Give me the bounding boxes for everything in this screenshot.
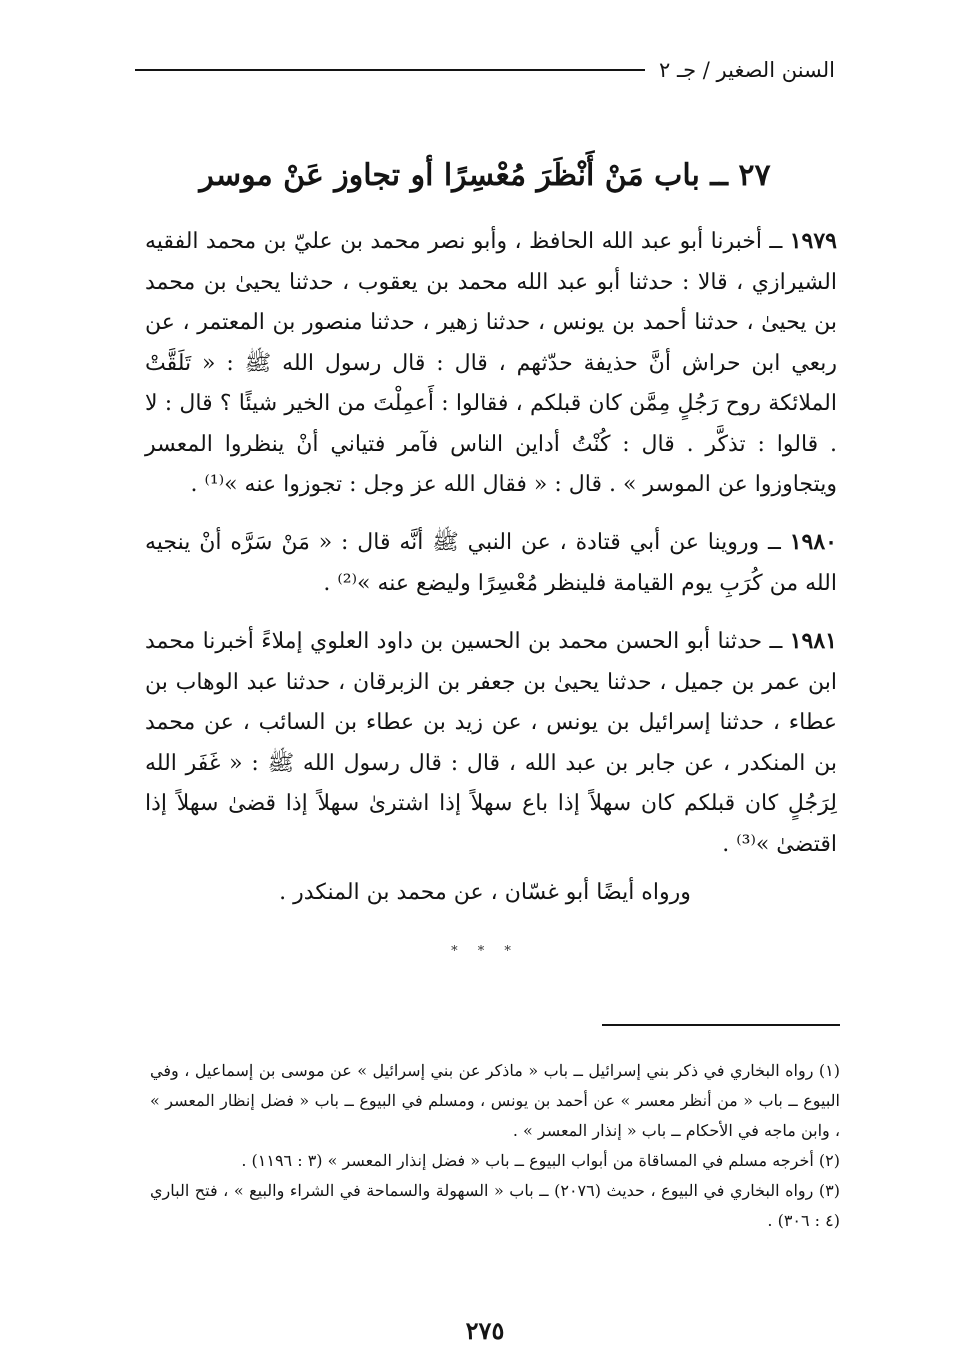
hadith-text: ــ حدثنا أبو الحسن محمد بن الحسين بن داود العلوي إملاءً أخبرنا محمد ابن عمر بن جميل ، حدثنا يحيىٰ بن جعفر بن الزبرقان ، حدثنا عبد الوهاب بن عطاء ، حدثنا إسرائيل بن يونس ، عن زيد بن عطاء بن السائب ، عن محمد بن المنكدر ، عن جابر بن عبد الله ، قال : قال رسول الله ﷺ : « غَفَر الله لِرَجُلٍ كان قبلكم كان سهلاً إذا باع سهلاً إذا اشترىٰ سهلاً إذا قضىٰ سهلاً إذا اقتضىٰ »⁽³⁾ . bbox=[145, 629, 837, 857]
hadith-number: ١٩٨١ bbox=[789, 628, 837, 654]
footnote: (٢) أخرجه مسلم في المساقاة من أبواب البيوع ــ باب « فضل إنذار المعسر » (٣ : ١١٩٦) . bbox=[241, 1151, 840, 1170]
header-rule bbox=[135, 69, 645, 71]
running-header bbox=[135, 52, 835, 88]
footnote: (٣) رواه البخاري في البيوع ، حديث (٢٠٧٦) ــ باب « السهولة والسماحة في الشراء والبيع » ، فتح الباري (٤ : ٣٠٦) . bbox=[150, 1181, 841, 1230]
footnotes bbox=[150, 1056, 840, 1236]
hadith-paragraph bbox=[145, 221, 837, 506]
chapter-title: ٢٧ ــ باب مَنْ أَنْظَرَ مُعْسِرًا أو تجاوز عَنْ موسر bbox=[199, 158, 771, 193]
section-divider: * * * bbox=[451, 944, 519, 959]
closing-note: ورواه أيضًا أبو غسّان ، عن محمد بن المنكدر . bbox=[279, 880, 691, 905]
running-title: السنن الصغير / جـ ٢ bbox=[659, 58, 835, 82]
hadith-number: ١٩٨٠ bbox=[789, 529, 837, 555]
footnote: (١) رواه البخاري في ذكر بني إسرائيل ــ باب « ماذكر عن بني إسرائيل » عن موسى بن إسماعيل ، وفي البيوع ــ باب « من أنظر معسر » عن أحمد بن يونس ، ومسلم في البيوع ــ باب « فضل إنظار المعسر » ، وابن ماجه في الأحكام ــ باب « إنذار المعسر » . bbox=[150, 1061, 840, 1140]
hadith-paragraph bbox=[145, 522, 837, 604]
page-number: ٢٧٥ bbox=[465, 1316, 505, 1345]
footnote-rule bbox=[602, 1024, 840, 1026]
hadith-text: ــ وروينا عن أبي قتادة ، عن النبي ﷺ أنَّه قال : « مَنْ سَرَّه أنْ ينجيه الله من كُرَبِ يوم القيامة فلينظر مُعْسِرًا وليضع عنه »⁽²⁾ . bbox=[145, 530, 837, 596]
hadith-paragraph bbox=[145, 621, 837, 865]
hadith-text: ــ أخبرنا أبو عبد الله الحافظ ، وأبو نصر محمد بن عليّ بن محمد الفقيه الشيرازي ، قالا : حدثنا أبو عبد الله محمد بن يعقوب ، حدثنا يحيىٰ بن محمد بن يحيىٰ ، حدثنا أحمد بن يونس ، حدثنا زهير ، حدثنا منصور بن المعتمر ، عن ربعي ابن حراش أنَّ حذيفة حدّثهم ، قال : قال رسول الله ﷺ : « تَلَقَّتْ الملائكة روح رَجُلٍ مِمَّن كان قبلكم ، فقالوا : أَعمِلْتَ من الخير شيئًا ؟ قال : لا . قالوا : تذكَّر . قال : كُنْتُ أداين الناس فآمر فتياني أنْ ينظروا المعسر ويتجاوزوا عن الموسر » . قال : « فقال الله عز وجل : تجوزوا عنه »⁽¹⁾ . bbox=[145, 229, 837, 497]
hadith-number: ١٩٧٩ bbox=[789, 228, 837, 254]
